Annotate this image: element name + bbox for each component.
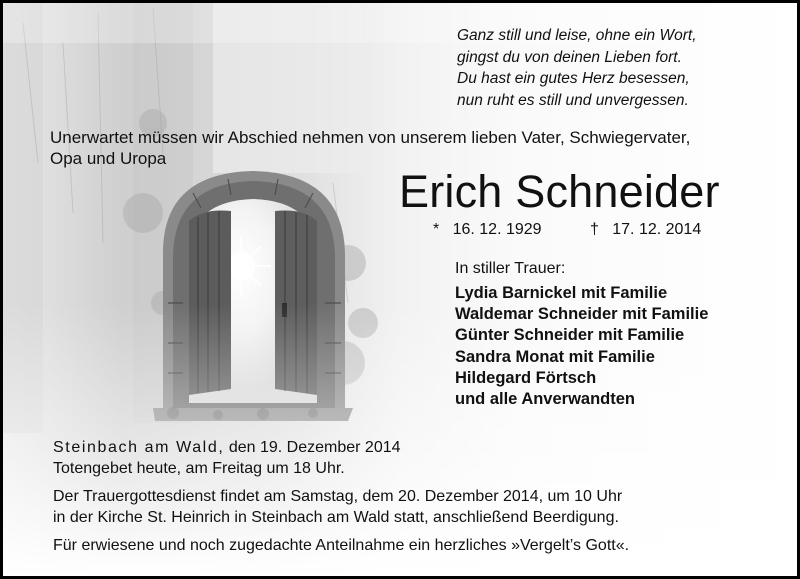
- intro-line-2: Opa und Uropa: [50, 149, 167, 168]
- mourner-entry: Günter Schneider mit Familie: [455, 326, 685, 345]
- life-dates: [433, 220, 702, 240]
- death-date: 17. 12. 2014: [612, 221, 702, 238]
- intro-line-1: Unerwartet müssen wir Abschied nehmen von unserem lieben Vater, Schwiegervater,: [50, 128, 691, 147]
- mourner-entry: Hildegard Förtsch: [455, 368, 597, 387]
- mourners-list: [455, 283, 708, 410]
- prayer-notice: Totengebet heute, am Freitag um 18 Uhr.: [53, 460, 345, 477]
- mourner-entry: Lydia Barnickel mit Familie: [455, 284, 668, 302]
- intro-text: [50, 127, 780, 169]
- mourner-entry: Waldemar Schneider mit Familie: [455, 305, 709, 324]
- place: Steinbach am Wald,: [53, 439, 225, 456]
- poem-line: nun ruht es still und unvergessen.: [457, 91, 689, 109]
- poem-line: gingst du von deinen Lieben fort.: [457, 48, 682, 66]
- mourning-heading: In stiller Trauer:: [455, 260, 566, 277]
- deceased-name: Erich Schneider: [399, 166, 720, 217]
- birth-date: 16. 12. 1929: [452, 221, 542, 238]
- mourner-entry: und alle Anverwandten: [455, 390, 636, 409]
- place-date-line: [53, 437, 783, 458]
- thanks-line: Für erwiesene und noch zugedachte Anteilnahme ein herzliches »Vergelt’s Gott«.: [53, 537, 630, 554]
- service-notice-line-1: Der Trauergottesdienst findet am Samstag, dem 20. Dezember 2014, um 10 Uhr: [53, 488, 623, 505]
- notice-date: den 19. Dezember 2014: [228, 439, 401, 456]
- service-notice-line-2: in der Kirche St. Heinrich in Steinbach am Wald statt, anschließend Beerdigung.: [53, 509, 619, 526]
- poem-verse: [457, 25, 787, 111]
- mourner-entry: Sandra Monat mit Familie: [455, 347, 655, 366]
- birth-symbol: *: [433, 221, 440, 238]
- poem-line: Ganz still und leise, ohne ein Wort,: [457, 27, 697, 44]
- footer-text: [53, 437, 783, 556]
- death-symbol: †: [590, 221, 599, 238]
- poem-line: Du hast ein gutes Herz besessen,: [457, 70, 690, 87]
